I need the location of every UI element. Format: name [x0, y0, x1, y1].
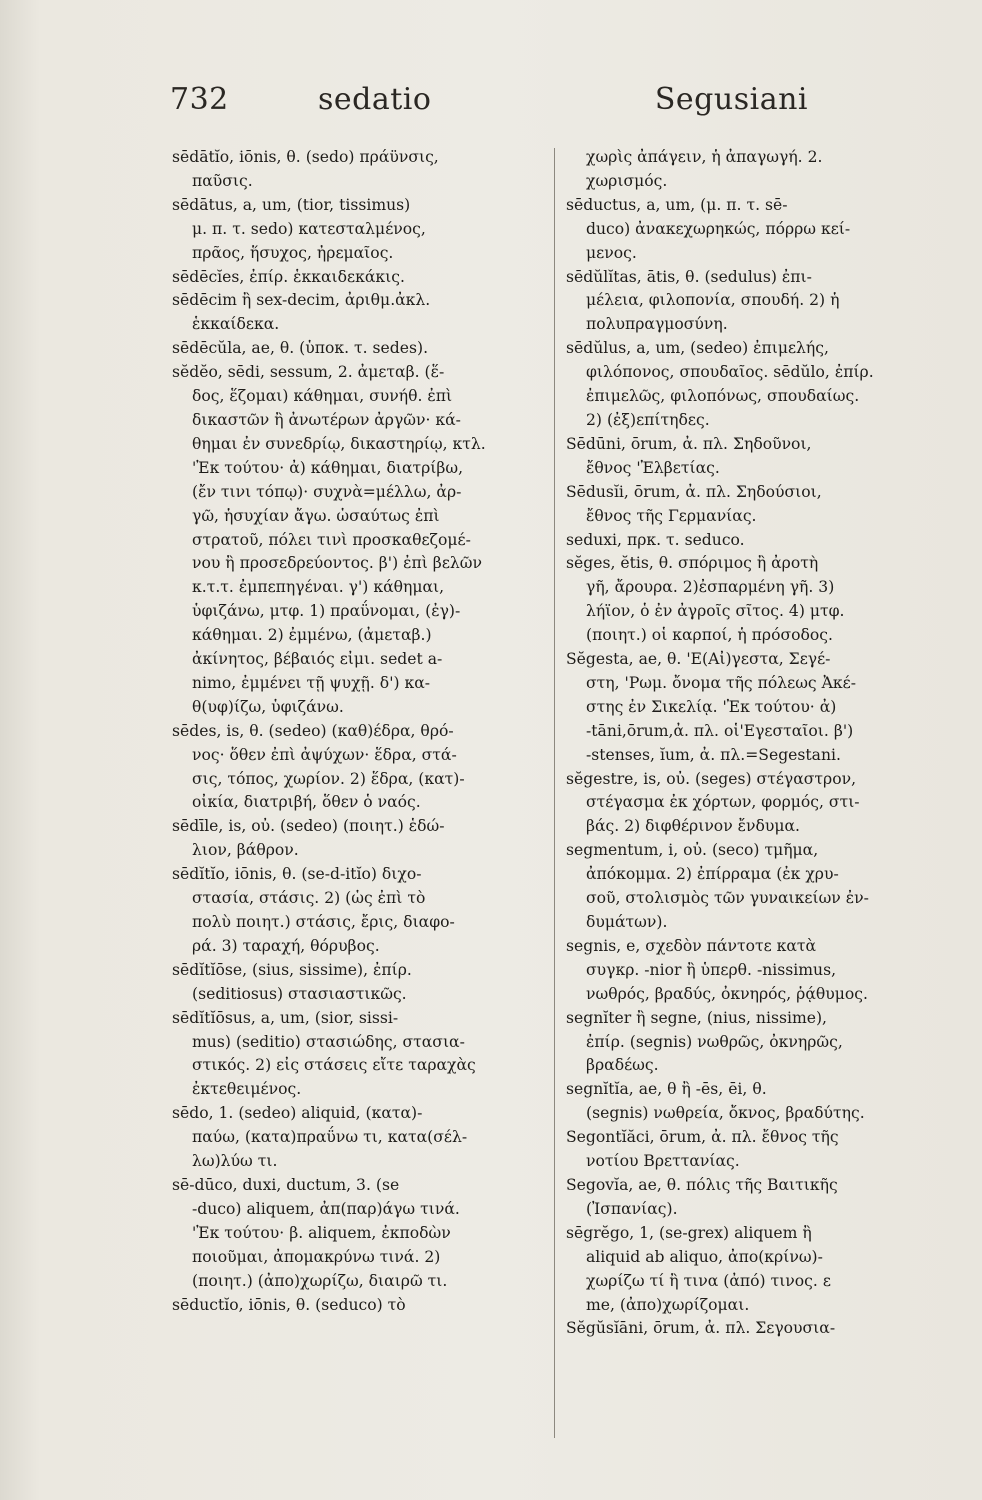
dictionary-entry	[566, 839, 942, 935]
entry-line: λιον, βάθρον.	[192, 841, 299, 860]
entry-line: mus) (seditio) στασιώδης, στασια-	[192, 1032, 465, 1051]
entry-headline: sĕdĕo, sēdi, sessum, 2. ἀμεταβ. (ἕ-	[172, 363, 445, 382]
dictionary-entry	[566, 768, 942, 840]
dictionary-entry	[172, 361, 548, 720]
dictionary-entry	[172, 146, 548, 194]
entry-headline: sēgrĕgo, 1, (se-grex) aliquem ἢ	[566, 1223, 812, 1242]
entry-headline: Sēdūni, ōrum, ἀ. πλ. Σηδοῦνοι,	[566, 434, 812, 453]
entry-line: ἐκτεθειμένος.	[192, 1080, 302, 1099]
dictionary-entry	[566, 481, 942, 529]
dictionary-entry	[172, 289, 548, 337]
left-running-head: sedatio	[318, 82, 432, 117]
entry-line: στασία, στάσις. 2) (ὡς ἐπὶ τὸ	[192, 889, 426, 908]
entry-line: ποιοῦμαι, ἀπομακρύνω τινά. 2)	[192, 1247, 441, 1266]
entry-headline: sēdĭtĭōsus, a, um, (sior, sissi-	[172, 1008, 399, 1027]
entry-headline: segnĭtĭa, ae, θ ἢ -ēs, ēi, θ.	[566, 1080, 767, 1099]
entry-headline: Sēdusĭi, ōrum, ἀ. πλ. Σηδούσιοι,	[566, 482, 822, 501]
dictionary-entry	[172, 863, 548, 959]
entry-headline: sēdātus, a, um, (tior, tissimus)	[172, 195, 411, 214]
entry-line: χωρισμός.	[586, 171, 668, 190]
entry-line: ἐπιμελῶς, φιλοπόνως, σπουδαίως.	[586, 387, 860, 406]
entry-line: ἀπόκομμα. 2) ἐπίρραμα (ἐκ χρυ-	[586, 865, 839, 884]
entry-line: σοῦ, στολισμὸς τῶν γυναικείων ἐν-	[586, 889, 869, 908]
entry-line: κ.τ.τ. ἐμπεπηγέναι. γ') κάθημαι,	[192, 578, 445, 597]
page-header	[168, 82, 808, 132]
entry-line: θημαι ἐν συνεδρίῳ, δικαστηρίῳ, κτλ.	[192, 434, 486, 453]
entry-line: δυμάτων).	[586, 913, 668, 931]
entry-line: μενος.	[586, 243, 637, 262]
column-divider	[554, 148, 555, 1438]
entry-line: 'Ἐκ τούτου· ἀ) κάθημαι, διατρίβω,	[192, 458, 464, 477]
entry-line: παύω, (κατα)πραΰνω τι, κατα(σέλ-	[192, 1128, 468, 1147]
entry-line: νου ἢ προσεδρεύοντος. β') ἐπὶ βελῶν	[192, 554, 482, 573]
dictionary-entry	[172, 1294, 548, 1318]
dictionary-entry	[172, 194, 548, 266]
entry-line: nimo, ἐμμένει τῇ ψυχῇ. δ') κα-	[192, 673, 431, 692]
dictionary-entry	[566, 266, 942, 338]
entry-line: ἀκίνητος, βέβαιός εἰμι. sedet a-	[192, 650, 443, 669]
dictionary-entry	[566, 433, 942, 481]
entry-line: 'Ἐκ τούτου· β. aliquem, ἐκποδὼν	[192, 1223, 451, 1242]
entry-line: μ. π. τ. sedo) κατεσταλμένος,	[192, 219, 426, 238]
entry-line: γῶ, ἡσυχίαν ἄγω. ὡσαύτως ἐπὶ	[192, 506, 440, 525]
dictionary-entry	[566, 1174, 942, 1222]
entry-line: χωρὶς ἀπάγειν, ἡ ἀπαγωγή. 2.	[586, 148, 823, 166]
entry-line: πολυπραγμοσύνη.	[586, 315, 728, 334]
entry-line: νοτίου Βρεττανίας.	[586, 1152, 740, 1171]
entry-headline: sēdes, is, θ. (sedeo) (καθ)έδρα, θρό-	[172, 721, 454, 740]
entry-line: πολὺ ποιητ.) στάσις, ἔρις, διαφο-	[192, 913, 455, 931]
entry-line: στης ἐν Σικελίᾳ. 'Ἐκ τούτου· ἀ)	[586, 697, 837, 716]
dictionary-entry	[172, 1007, 548, 1103]
entry-line: στρατοῦ, πόλει τινὶ προσκαθεζομέ-	[192, 530, 471, 549]
entry-headline: sēdŭlus, a, um, (sedeo) ἐπιμελής,	[566, 339, 829, 358]
entry-line: στέγασμα ἐκ χόρτων, φορμός, στι-	[586, 793, 860, 812]
entry-line: (seditiosus) στασιαστικῶς.	[192, 984, 407, 1003]
dictionary-entry	[566, 648, 942, 768]
entry-headline: seduxi, πρκ. τ. seduco.	[566, 530, 745, 549]
dictionary-entry	[566, 1126, 942, 1174]
entry-line: (Ἰσπανίας).	[586, 1199, 678, 1218]
entry-line: βάς. 2) διφθέρινον ἔνδυμα.	[586, 817, 800, 836]
entry-headline: sēdēcŭla, ae, θ. (ὑποκ. τ. sedes).	[172, 339, 429, 358]
entry-headline: Segovĭa, ae, θ. πόλις τῆς Βαιτικῆς	[566, 1175, 838, 1194]
entry-headline: sēdo, 1. (sedeo) aliquid, (κατα)-	[172, 1104, 423, 1123]
entry-line: νος· ὅθεν ἐπὶ ἀψύχων· ἕδρα, στά-	[192, 745, 457, 764]
dictionary-entry	[566, 1007, 942, 1079]
entry-headline: sēdīle, is, οὐ. (sedeo) (ποιητ.) ἑδώ-	[172, 817, 445, 836]
dictionary-entry	[172, 337, 548, 361]
entry-line: ἐπίρ. (segnis) νωθρῶς, ὀκνηρῶς,	[586, 1032, 843, 1051]
entry-line: πρᾶος, ἥσυχος, ἠρεμαῖος.	[192, 243, 394, 262]
dictionary-entry	[566, 529, 942, 553]
entry-line: χωρίζω τί ἢ τινα (ἀπό) τινος. ε	[586, 1271, 831, 1290]
entry-headline: sĕges, ĕtis, θ. σπόριμος ἢ ἀροτὴ	[566, 554, 819, 573]
dictionary-entry	[566, 1078, 942, 1126]
entry-line: -duco) aliquem, ἀπ(παρ)άγω τινά.	[192, 1199, 460, 1218]
page-number: 732	[170, 82, 229, 117]
entry-headline: segnis, e, σχεδὸν πάντοτε κατὰ	[566, 936, 817, 955]
dictionary-entry	[566, 1317, 942, 1341]
entry-line: -stenses, ĭum, ἀ. πλ.=Segestani.	[586, 745, 841, 764]
dictionary-entry	[172, 1102, 548, 1174]
entry-line: ὑφιζάνω, μτφ. 1) πραΰνομαι, (ἐγ)-	[192, 602, 461, 621]
entry-line: ἔθνος 'Ἐλβετίας.	[586, 458, 720, 477]
entry-headline: Sĕgŭsĭāni, ōrum, ἀ. πλ. Σεγουσια-	[566, 1319, 836, 1338]
entry-headline: sēductus, a, um, (μ. π. τ. sē-	[566, 195, 788, 214]
entry-line: -tāni,ōrum,ἀ. πλ. οἱ'Εγεσταῖοι. β')	[586, 721, 854, 740]
entry-line: ρά. 3) ταραχή, θόρυβος.	[192, 936, 380, 955]
entry-headline: sēdŭlĭtas, ātis, θ. (sedulus) ἐπι-	[566, 267, 812, 286]
entry-line: μέλεια, φιλοπονία, σπουδή. 2) ἡ	[586, 291, 840, 310]
right-column	[566, 146, 942, 1341]
entry-headline: segmentum, i, οὐ. (seco) τμῆμα,	[566, 841, 819, 860]
entry-line: λω)λύω τι.	[192, 1152, 278, 1171]
dictionary-entry	[172, 720, 548, 816]
entry-line: παῦσις.	[192, 171, 253, 190]
dictionary-entry	[566, 1222, 942, 1318]
entry-line: βραδέως.	[586, 1056, 659, 1075]
entry-line: θ(υφ)ίζω, ὑφιζάνω.	[192, 697, 344, 716]
dictionary-entry	[566, 194, 942, 266]
right-running-head: Segusiani	[654, 82, 808, 117]
entry-line: στικός. 2) εἰς στάσεις εἴτε ταραχὰς	[192, 1056, 476, 1075]
entry-line: (segnis) νωθρεία, ὄκνος, βραδύτης.	[586, 1104, 865, 1123]
entry-line: (ποιητ.) (ἀπο)χωρίζω, διαιρῶ τι.	[192, 1271, 448, 1290]
entry-headline: sēductĭo, iōnis, θ. (seduco) τὸ	[172, 1295, 406, 1314]
entry-headline: sēdĭtĭo, iōnis, θ. (se-d-itĭo) διχο-	[172, 865, 422, 884]
entry-headline: segnĭter ἢ segne, (nius, nissime),	[566, 1008, 827, 1027]
dictionary-entry	[566, 337, 942, 433]
entry-headline: sēdĭtĭōse, (sius, sissime), ἐπίρ.	[172, 960, 412, 979]
entry-line: κάθημαι. 2) ἐμμένω, (ἀμεταβ.)	[192, 626, 432, 645]
entry-headline: Sĕgesta, ae, θ. 'Ε(Αἰ)γεστα, Σεγέ-	[566, 650, 831, 669]
entry-line: στη, 'Ρωμ. ὄνομα τῆς πόλεως Ἀκέ-	[586, 673, 856, 692]
entry-headline: sēdēcim ἢ sex-decim, ἀριθμ.ἀκλ.	[172, 291, 431, 310]
entry-line: 2) (ἐξ)επίτηδες.	[586, 410, 710, 429]
dictionary-entry	[566, 935, 942, 1007]
entry-line: συγκρ. -nior ἢ ὑπερθ. -nissimus,	[586, 960, 837, 979]
entry-line: (ἔν τινι τόπῳ)· συχνὰ=μέλλω, ἀρ-	[192, 482, 462, 501]
entry-line: δικαστῶν ἢ ἀνωτέρων ἀργῶν· κά-	[192, 410, 461, 429]
dictionary-entry	[172, 1174, 548, 1294]
entry-line: ἑκκαίδεκα.	[192, 315, 280, 334]
dictionary-entry	[172, 959, 548, 1007]
dictionary-entry	[566, 146, 942, 194]
entry-line: φιλόπονος, σπουδαῖος. sēdŭlo, ἐπίρ.	[586, 363, 874, 382]
entry-line: οἰκία, διατριβή, ὅθεν ὁ ναός.	[192, 793, 421, 812]
dictionary-entry	[172, 815, 548, 863]
entry-line: ἔθνος τῆς Γερμανίας.	[586, 506, 757, 525]
entry-line: γῆ, ἄρουρα. 2)ἐσπαρμένη γῆ. 3)	[586, 578, 835, 597]
entry-line: λήϊον, ὁ ἐν ἀγροῖς σῖτος. 4) μτφ.	[586, 602, 845, 621]
entry-line: (ποιητ.) οἱ καρποί, ἡ πρόσοδος.	[586, 626, 833, 645]
entry-headline: sēdātĭo, iōnis, θ. (sedo) πράϋνσις,	[172, 148, 439, 166]
dictionary-entry	[172, 266, 548, 290]
entry-headline: sē-dūco, duxi, ductum, 3. (se	[172, 1175, 400, 1194]
entry-headline: sēdēcĭes, ἐπίρ. ἑκκαιδεκάκις.	[172, 267, 405, 286]
entry-line: σις, τόπος, χωρίον. 2) ἕδρα, (κατ)-	[192, 769, 465, 788]
entry-line: δος, ἕζομαι) κάθημαι, συνήθ. ἐπὶ	[192, 387, 453, 406]
entry-line: me, (ἀπο)χωρίζομαι.	[586, 1295, 750, 1314]
entry-headline: sĕgestre, is, οὐ. (seges) στέγαστρον,	[566, 769, 857, 788]
left-column	[172, 146, 548, 1317]
entry-line: duco) ἀνακεχωρηκώς, πόρρω κεί-	[586, 219, 851, 238]
entry-line: νωθρός, βραδύς, ὀκνηρός, ῥᾴθυμος.	[586, 984, 868, 1003]
entry-headline: Segontĭăci, ōrum, ἀ. πλ. ἔθνος τῆς	[566, 1128, 839, 1147]
dictionary-entry	[566, 552, 942, 648]
entry-line: aliquid ab aliquo, ἀπο(κρίνω)-	[586, 1247, 823, 1266]
